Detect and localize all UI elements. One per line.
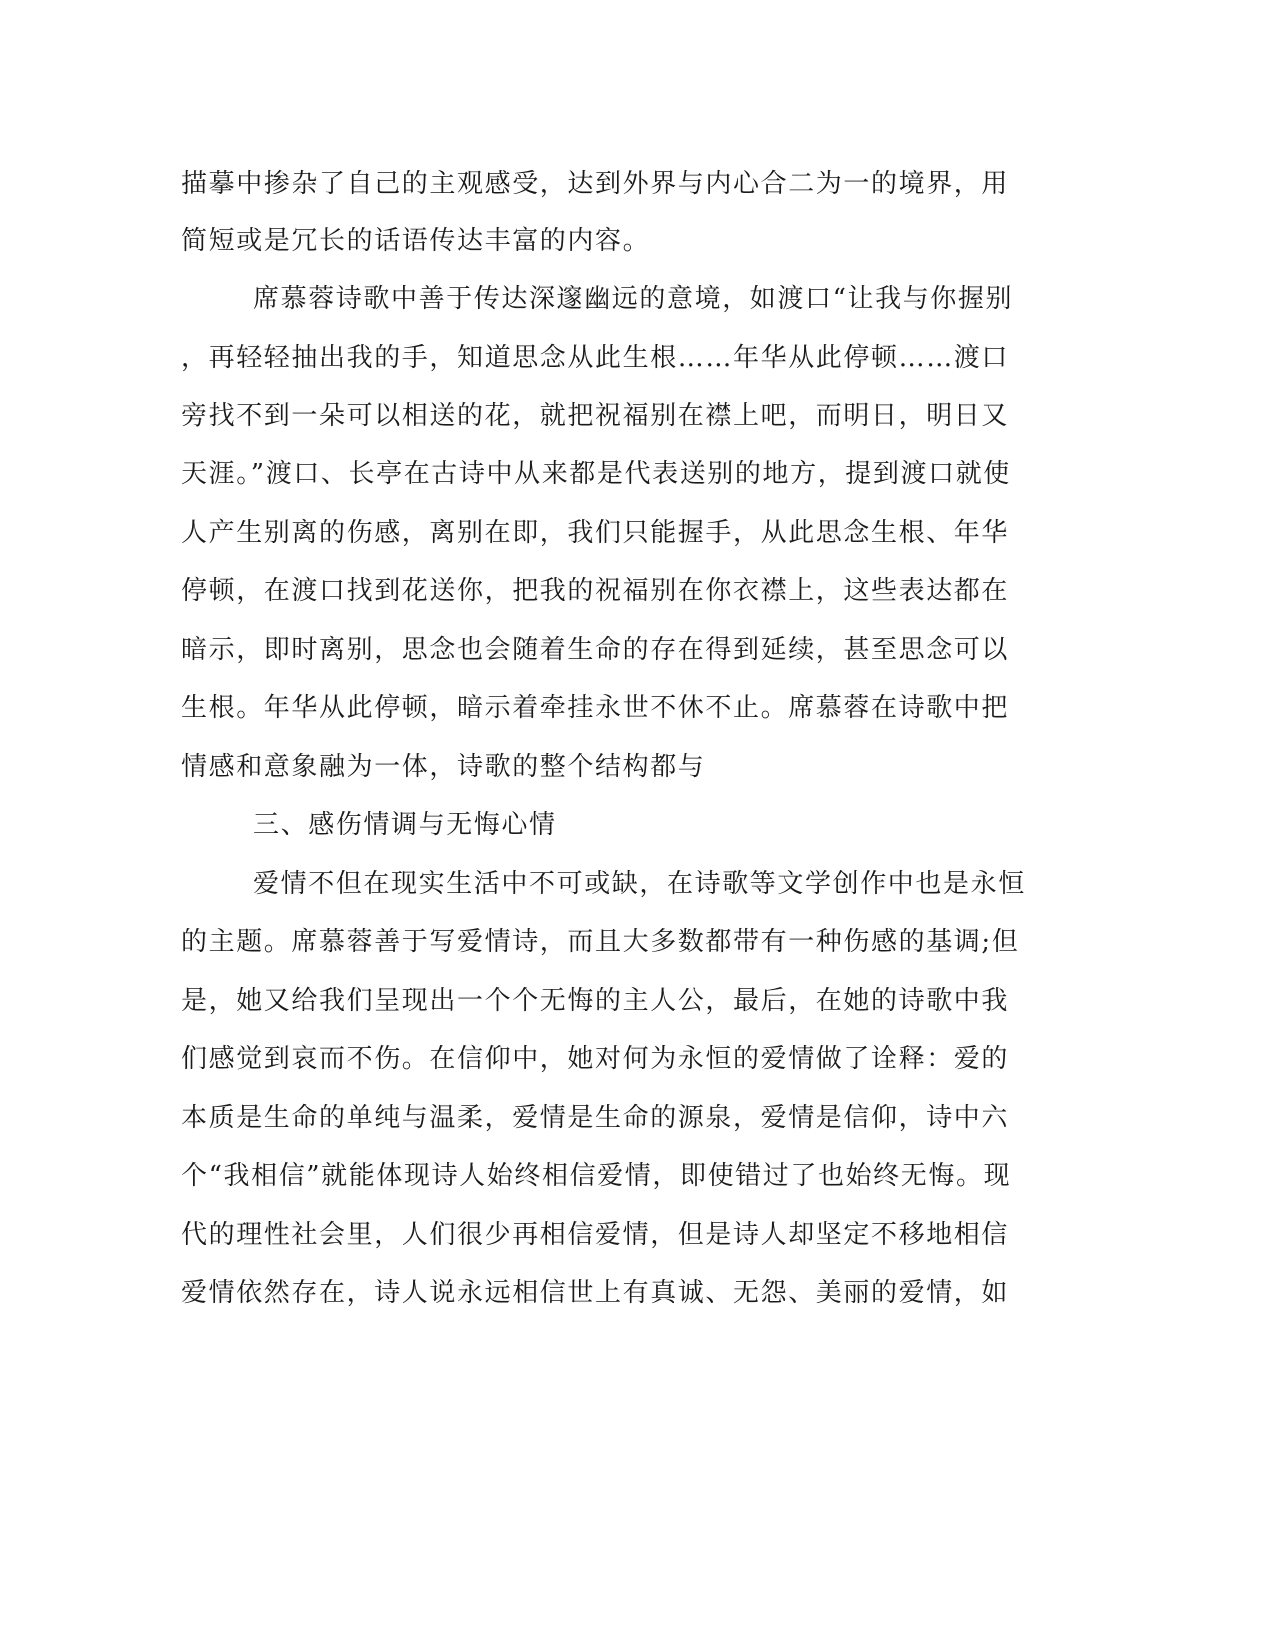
text-line: 天涯。”渡口、长亭在古诗中从来都是代表送别的地方，提到渡口就使	[181, 459, 1011, 489]
text-line: 们感觉到哀而不伤。在信仰中，她对何为永恒的爱情做了诠释：爱的	[181, 1044, 1010, 1074]
section-heading: 三、感伤情调与无悔心情	[253, 810, 557, 840]
text-line: 人产生别离的伤感，离别在即，我们只能握手，从此思念生根、年华	[181, 518, 1010, 548]
paragraph-start-line: 爱情不但在现实生活中不可或缺，在诗歌等文学创作中也是永恒	[253, 869, 1026, 899]
text-line: 描摹中掺杂了自己的主观感受，达到外界与内心合二为一的境界，用	[181, 169, 1010, 199]
text-line: 暗示，即时离别，思念也会随着生命的存在得到延续，甚至思念可以	[181, 635, 1010, 665]
text-line: 爱情依然存在，诗人说永远相信世上有真诚、无怨、美丽的爱情，如	[181, 1278, 1010, 1308]
text-line: 个“我相信”就能体现诗人始终相信爱情，即使错过了也始终无悔。现	[181, 1161, 1012, 1191]
text-line: 代的理性社会里，人们很少再相信爱情，但是诗人却坚定不移地相信	[181, 1220, 1010, 1250]
text-line: 情感和意象融为一体，诗歌的整个结构都与	[181, 752, 706, 782]
text-line: 旁找不到一朵可以相送的花，就把祝福别在襟上吧，而明日，明日又	[181, 401, 1010, 431]
text-line: ，再轻轻抽出我的手，知道思念从此生根……年华从此停顿……渡口	[181, 343, 1010, 373]
text-line: 的主题。席慕蓉善于写爱情诗，而且大多数都带有一种伤感的基调;但	[181, 927, 1020, 957]
paragraph-start-line: 席慕蓉诗歌中善于传达深邃幽远的意境，如渡口“让我与你握别	[253, 284, 1014, 314]
text-line: 本质是生命的单纯与温柔，爱情是生命的源泉，爱情是信仰，诗中六	[181, 1103, 1010, 1133]
text-line: 生根。年华从此停顿，暗示着牵挂永世不休不止。席慕蓉在诗歌中把	[181, 693, 1010, 723]
text-line: 停顿，在渡口找到花送你，把我的祝福别在你衣襟上，这些表达都在	[181, 576, 1010, 606]
text-line: 简短或是冗长的话语传达丰富的内容。	[181, 226, 651, 256]
text-line: 是，她又给我们呈现出一个个无悔的主人公，最后，在她的诗歌中我	[181, 986, 1010, 1016]
